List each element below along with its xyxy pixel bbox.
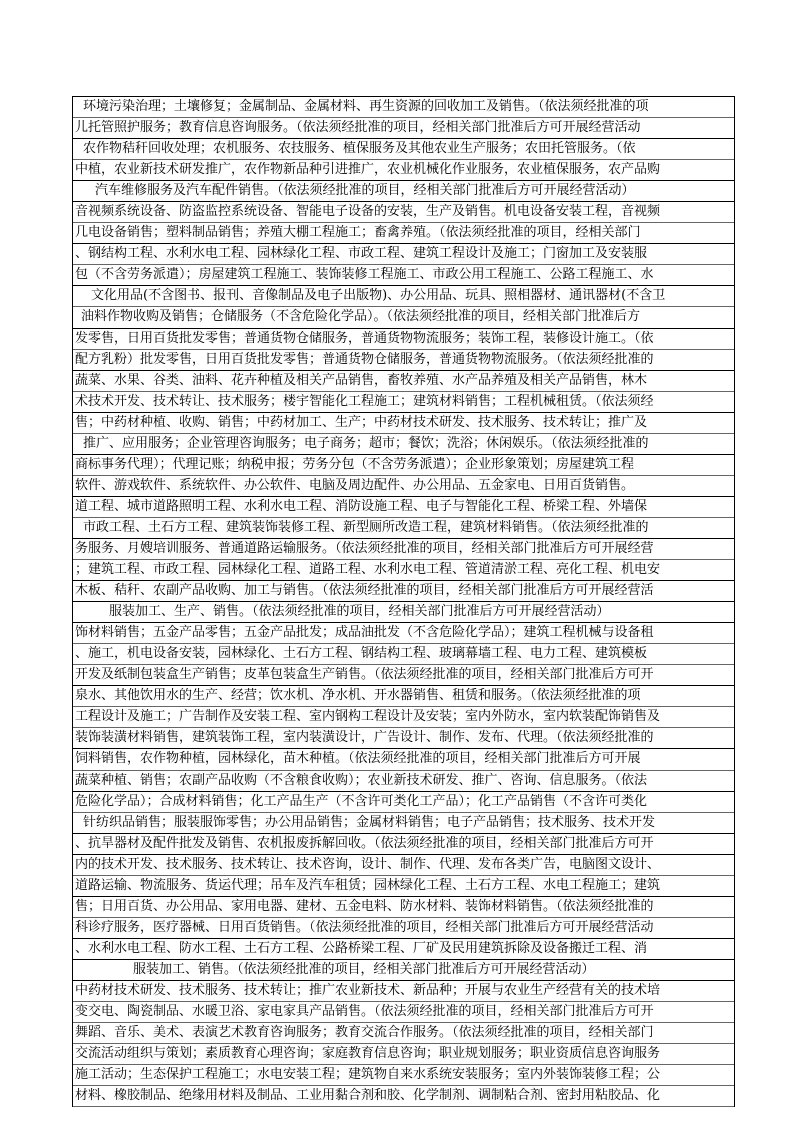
table-row [73, 139, 734, 160]
table-row [73, 581, 734, 602]
table-cell-text: 包（不含劳务派遣）；房屋建筑工程施工、装饰装修工程施工、市政公用工程施工、公路工程施工、水 [75, 267, 654, 283]
table-row [73, 476, 734, 497]
table-row [73, 455, 734, 476]
table-row [73, 392, 734, 413]
table-cell-text: 几电设备销售；塑料制品销售；养殖大棚工程施工；畜禽养殖。（依法须经批准的项目，经相关部门 [75, 225, 641, 241]
table-row [73, 981, 734, 1002]
table-row [73, 728, 734, 749]
table-cell-text: 、抗旱器材及配件批发及销售、农机报废拆解回收。（依法须经批准的项目，经相关部门批准后方可开 [75, 835, 654, 851]
table-cell-text: 工程设计及施工；广告制作及安装工程、室内钢构工程设计及安装；室内外防水，室内软装配饰销售及 [75, 709, 661, 725]
table-cell-text: 科诊疗服务，医疗器械、日用百货销售。（依法须经批准的项目，经相关部门批准后方可开展经营活动 [75, 919, 654, 935]
table-cell-text: 蔬菜种植、销售；农副产品收购（不含粮食收购）；农业新技术研发、推广、咨询、信息服务。（依法 [75, 772, 648, 788]
table-cell-text: 油料作物收购及销售；仓储服务（不含危险化学品）。（依法须经批准的项目，经相关部门批准后方 [81, 309, 641, 325]
table-cell-text: 推广、应用服务；企业管理咨询服务；电子商务；超市；餐饮；洗浴；休闲娱乐。（依法须经批准的 [83, 435, 649, 451]
table-cell-text: 配方乳粉）批发零售，日用百货批发零售；普通货物仓储服务，普通货物物流服务。（依法须经批准的 [75, 351, 654, 367]
table-row [73, 244, 734, 265]
table-row [73, 371, 734, 392]
table-row [73, 918, 734, 939]
table-row [73, 329, 734, 350]
table-row [73, 97, 734, 118]
table-row [73, 118, 734, 139]
table-row [73, 707, 734, 728]
table-cell-text: 环境污染治理；土壤修复；金属制品、金属材料、再生资源的回收加工及销售。（依法须经批准的项 [83, 99, 649, 114]
table-row [73, 518, 734, 539]
table-row [73, 771, 734, 792]
table-row [73, 181, 734, 202]
table-row [73, 497, 734, 518]
table-row [73, 286, 734, 307]
table-row [73, 160, 734, 181]
table-row [73, 434, 734, 455]
table-cell-text: 装饰装潢材料销售，建筑装饰工程，室内装潢设计，广告设计、制作、发布、代理。（依法须经批准的 [75, 730, 654, 746]
table-cell-text: 饲料销售，农作物种植，园林绿化，苗木种植。（依法须经批准的项目，经相关部门批准后方可开展 [75, 751, 641, 767]
table-row [73, 792, 734, 813]
table-cell-text: 文化用品(不含图书、报刊、音像制品及电子出版物)、办公用品、玩具、照相器材、通讯器材(不含卫 [91, 288, 666, 304]
table-row [73, 539, 734, 560]
table-row [73, 202, 734, 223]
table-cell-text: 针纺织品销售；服装服饰零售；办公用品销售；金属材料销售；电子产品销售；技术服务、技术开发 [83, 814, 656, 830]
table-cell-text: 、钢结构工程、水利水电工程、园林绿化工程、市政工程、建筑工程设计及施工；门窗加工及安装服 [75, 246, 648, 262]
table-cell-text: 泉水、其他饮用水的生产、经营；饮水机、净水机、开水器销售、租赁和服务。（依法须经批准的项 [75, 688, 641, 704]
table-row [73, 813, 734, 834]
table-cell-text: 道路运输、物流服务、货运代理；吊车及汽车租赁；园林绿化工程、土石方工程、水电工程施工；建筑 [75, 877, 661, 893]
table-cell-text: 饰材料销售；五金产品零售；五金产品批发；成品油批发（不含危险化学品）；建筑工程机械与设备租 [75, 625, 654, 641]
table-row [73, 855, 734, 876]
table-cell-text: 发零售，日用百货批发零售；普通货物仓储服务，普通货物物流服务；装饰工程，装修设计施工。（依 [75, 330, 654, 346]
table-cell-text: 务服务、月嫂培训服务、普通道路运输服务。（依法须经批准的项目，经相关部门批准后方可开展经营 [75, 540, 654, 556]
table-cell-text: 汽车维修服务及汽车配件销售。（依法须经批准的项目，经相关部门批准后方可开展经营活动） [95, 183, 635, 199]
table-row [73, 1002, 734, 1023]
table-cell-text: 服装加工、生产、销售。（依法须经批准的项目，经相关部门批准后方可开展经营活动） [109, 604, 610, 620]
table-cell-text: 舞蹈、音乐、美术、表演艺术教育咨询服务；教育交流合作服务。（依法须经批准的项目，经相关部门 [75, 1025, 654, 1041]
table-cell-text: 服装加工、销售。（依法须经批准的项目，经相关部门批准后方可开展经营活动） [133, 961, 595, 977]
table-cell-text: 施工活动；生态保护工程施工；水电安装工程；建筑物自来水系统安装服务；室内外装饰装修工程；公 [75, 1067, 661, 1083]
table-row [73, 350, 734, 371]
table-row [73, 623, 734, 644]
table-cell-text: 开发及纸制包装盒生产销售；皮革包装盒生产销售。（依法须经批准的项目，经相关部门批准后方可开 [75, 667, 654, 683]
table-cell-text: 售；中药材种植、收购、销售；中药材加工、生产；中药材技术研发、技术服务、技术转让；推广及 [75, 414, 648, 430]
table-cell-text: 危险化学品）；合成材料销售；化工产品生产（不含许可类化工产品）；化工产品销售（不含许可类化 [75, 793, 648, 809]
table-row [73, 223, 734, 244]
table-cell-text: 木板、秸秆、农副产品收购、加工与销售。（依法须经批准的项目，经相关部门批准后方可开展经营活 [75, 583, 654, 599]
table-cell-text: 内的技术开发、技术服务、技术转让、技术咨询，设计、制作、代理、发布各类广告，电脑图文设计、 [75, 856, 661, 872]
table-row [73, 876, 734, 897]
table-row [73, 265, 734, 286]
table-cell-text: 蔬菜、水果、谷类、油料、花卉种植及相关产品销售，畜牧养殖、水产品养殖及相关产品销售，林木 [75, 372, 648, 388]
table-row [73, 413, 734, 434]
table-row [73, 1086, 734, 1107]
table-cell-text: 音视频系统设备、防盗监控系统设备、智能电子设备的安装，生产及销售。机电设备安装工程，音视频 [75, 204, 661, 220]
table-row [73, 307, 734, 328]
table-cell-text: 农作物秸秆回收处理；农机服务、农技服务、植保服务及其他农业生产服务；农田托管服务。（依 [83, 141, 636, 157]
table-cell-text: 售；日用百货、办公用品、家用电器、建材、五金电料、防水材料、装饰材料销售。（依法须经批准的 [75, 898, 654, 914]
table-row [73, 749, 734, 770]
table-cell-text: 商标事务代理）；代理记账；纳税申报；劳务分包（不含劳务派遣）；企业形象策划；房屋建筑工程 [75, 456, 635, 472]
table-cell-text: 交流活动组织与策划；素质教育心理咨询；家庭教育信息咨询；职业规划服务；职业资质信息咨询服务 [75, 1046, 661, 1062]
table-cell-text: 、施工，机电设备安装，园林绿化、土石方工程、钢结构工程、玻璃幕墙工程、电力工程、建筑模板 [75, 646, 648, 662]
table-cell-text: 变交电、陶瓷制品、水暖卫浴、家电家具产品销售。（依法须经批准的项目，经相关部门批准后方可开 [75, 1004, 654, 1020]
table-row [73, 644, 734, 665]
table-cell-text: 软件、游戏软件、系统软件、办公软件、电脑及周边配件、办公用品、五金家电、日用百货销售。 [75, 477, 635, 493]
table-row [73, 686, 734, 707]
table-row [73, 939, 734, 960]
table-cell-text: 市政工程、土石方工程、建筑装饰装修工程、新型厕所改造工程，建筑材料销售。（依法须经批准的 [83, 519, 649, 535]
table-row [73, 1065, 734, 1086]
table-cell-text: 道工程、城市道路照明工程、水利水电工程、消防设施工程、电子与智能化工程、桥梁工程、外墙保 [75, 498, 648, 514]
business-scope-table [72, 96, 735, 1107]
table-row [73, 1044, 734, 1065]
table-cell-text: 、水利水电工程、防水工程、土石方工程、公路桥梁工程、厂矿及民用建筑拆除及设备搬迁工程、消 [75, 940, 648, 956]
table-row [73, 560, 734, 581]
table-cell-text: 术技术开发、技术转让、技术服务；楼宇智能化工程施工；建筑材料销售；工程机械租赁。（依法须经 [75, 393, 654, 409]
table-cell-text: 材料、橡胶制品、绝缘用材料及制品、工业用黏合剂和胶、化学制剂、调制粘合剂、密封用粘胶品、化 [75, 1088, 661, 1104]
table-row [73, 960, 734, 981]
table-row [73, 834, 734, 855]
table-row [73, 665, 734, 686]
table-cell-text: 中药材技术研发、技术服务、技术转让；推广农业新技术、新品种；开展与农业生产经营有关的技术培 [75, 982, 661, 998]
table-cell-text: ；建筑工程、市政工程、园林绿化工程、道路工程、水利水电工程、管道清淤工程、亮化工程、机电安 [75, 562, 661, 578]
table-row [73, 602, 734, 623]
table-cell-text: 儿托管照护服务；教育信息咨询服务。（依法须经批准的项目，经相关部门批准后方可开展经营活动 [75, 120, 641, 136]
table-cell-text: 中植，农业新技术研发推广，农作物新品种引进推广，农业机械化作业服务，农业植保服务，农产品购 [75, 162, 661, 178]
table-row [73, 1023, 734, 1044]
table-row [73, 897, 734, 918]
